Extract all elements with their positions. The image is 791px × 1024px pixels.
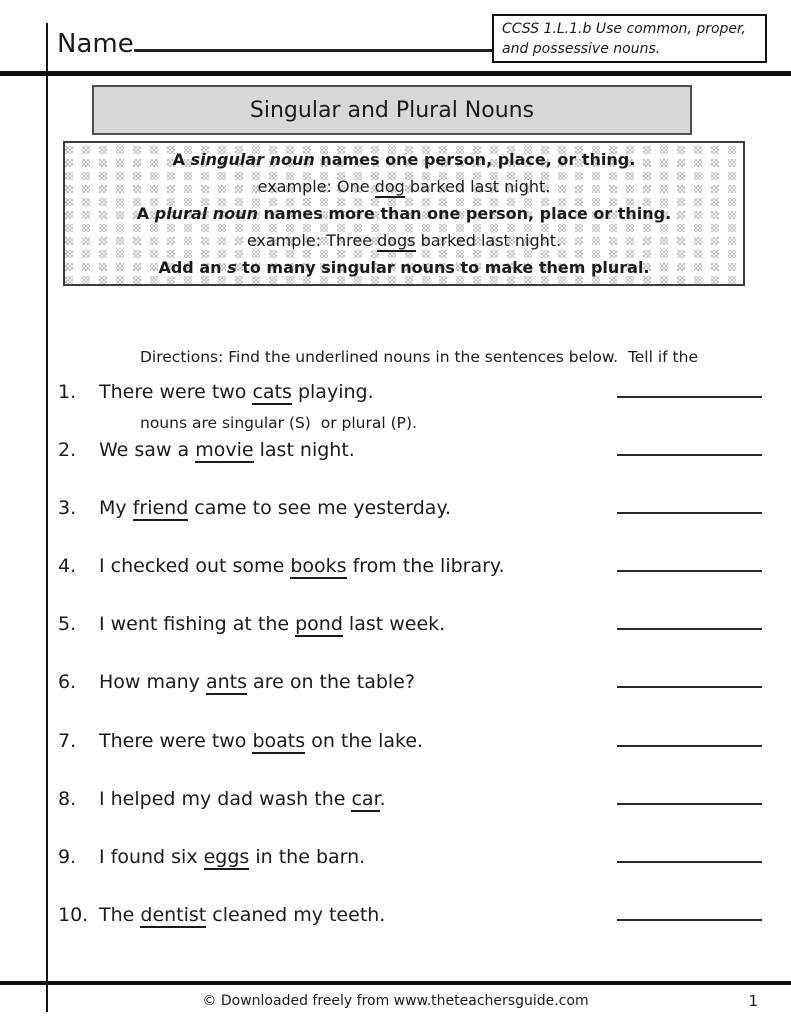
sentence-text: There were two cats playing. (99, 381, 374, 403)
answer-blank-7[interactable] (617, 727, 762, 747)
term-singular-noun: singular noun (190, 150, 315, 169)
footer-copyright: © Downloaded freely from www.theteachersguide.com (202, 993, 589, 1009)
directions-line-1: Directions: Find the underlined nouns in the sentences below. Tell if the (140, 348, 698, 366)
directions-line-2: nouns are singular (S) or plural (P). (140, 414, 417, 432)
sentence-text: My friend came to see me yesterday. (99, 497, 452, 519)
underlined-noun: friend (132, 497, 189, 519)
sentence-number: 9. (58, 846, 77, 868)
underlined-noun: dentist (140, 904, 207, 926)
sentence-row-1 (58, 378, 762, 403)
sentence-row-8 (58, 785, 762, 810)
page-title: Singular and Plural Nouns (249, 97, 535, 123)
answer-blank-4[interactable] (617, 552, 762, 572)
example-line-plural: example: Three dogs barked last night. (246, 231, 562, 250)
underlined-word-dog: dog (374, 177, 405, 196)
sentence-number: 10. (58, 904, 89, 926)
sentence-number: 6. (58, 671, 77, 693)
notebook-margin-line (46, 23, 48, 1012)
sentence-row-3 (58, 494, 762, 519)
underlined-noun: cats (252, 381, 292, 403)
sentence-row-9 (58, 843, 762, 868)
rules-box (63, 141, 745, 286)
underlined-noun: books (290, 555, 347, 577)
answer-blank-8[interactable] (617, 785, 762, 805)
header-divider (0, 71, 791, 76)
sentence-number: 8. (58, 788, 77, 810)
rule-line-singular: A singular noun names one person, place, or thing. (172, 150, 636, 169)
underlined-noun: eggs (203, 846, 250, 868)
ccss-standard-box (492, 14, 767, 63)
underlined-noun: ants (205, 671, 248, 693)
answer-blank-5[interactable] (617, 610, 762, 630)
sentence-row-10 (58, 901, 762, 926)
sentence-text: I found six eggs in the barn. (99, 846, 366, 868)
answer-blank-6[interactable] (617, 668, 762, 688)
sentence-row-4 (58, 552, 762, 577)
answer-blank-10[interactable] (617, 901, 762, 921)
sentence-text: I went fishing at the pond last week. (99, 613, 446, 635)
name-blank[interactable] (134, 26, 502, 52)
page-number: 1 (748, 992, 758, 1010)
answer-blank-2[interactable] (617, 436, 762, 456)
answer-blank-9[interactable] (617, 843, 762, 863)
sentence-row-6 (58, 668, 762, 693)
ccss-note: CCSS 1.L.1.b Use common, proper, and possessive nouns. (502, 21, 746, 57)
sentence-text: There were two boats on the lake. (99, 730, 424, 752)
sentence-number: 7. (58, 730, 77, 752)
answer-blank-3[interactable] (617, 494, 762, 514)
sentence-text: I helped my dad wash the car. (99, 788, 386, 810)
example-line-singular: example: One dog barked last night. (257, 177, 551, 196)
underlined-word-dogs: dogs (377, 231, 416, 250)
underlined-noun: movie (195, 439, 254, 461)
sentence-text: We saw a movie last night. (99, 439, 355, 461)
rule-line-plural: A plural noun names more than one person, place or thing. (136, 204, 672, 223)
sentence-text: I checked out some books from the library. (99, 555, 505, 577)
underlined-noun: pond (295, 613, 343, 635)
underlined-noun: car (351, 788, 380, 810)
name-row (57, 26, 502, 59)
footer-divider (0, 981, 791, 985)
sentence-text: How many ants are on the table? (99, 671, 415, 693)
name-label: Name (57, 29, 134, 59)
term-plural-noun: plural noun (154, 204, 258, 223)
sentence-number: 1. (58, 381, 77, 403)
rule-line-add-s: Add an s to many singular nouns to make them plural. (158, 258, 650, 277)
term-s: s (227, 258, 237, 277)
sentence-row-7 (58, 727, 762, 752)
sentence-number: 2. (58, 439, 77, 461)
worksheet-title-bar (92, 85, 692, 135)
underlined-noun: boats (252, 730, 306, 752)
sentence-number: 3. (58, 497, 77, 519)
sentence-number: 4. (58, 555, 77, 577)
answer-blank-1[interactable] (617, 378, 762, 398)
sentence-row-5 (58, 610, 762, 635)
sentence-text: The dentist cleaned my teeth. (99, 904, 386, 926)
sentence-number: 5. (58, 613, 77, 635)
sentence-row-2 (58, 436, 762, 461)
